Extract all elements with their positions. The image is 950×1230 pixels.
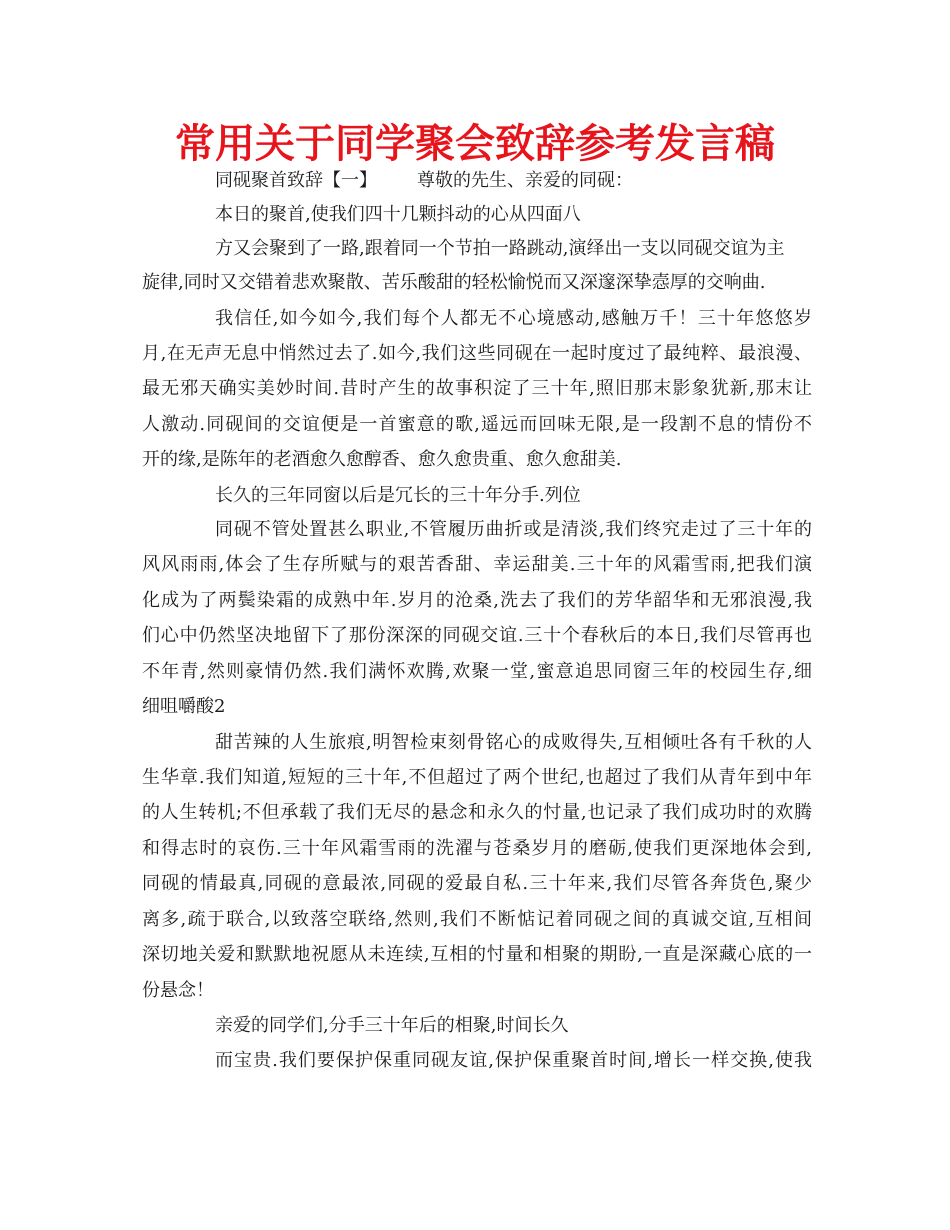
section-label: 同砚聚首致辞【一】	[215, 170, 377, 191]
text-line: 方又会聚到了一路,跟着同一个节拍一路跳动,演绎出一支以同砚交谊为主	[215, 238, 785, 259]
text-line: 本日的聚首,使我们四十几颗抖动的心从四面八	[215, 204, 581, 225]
text-line: 深切地关爱和默默地祝愿从未连续,互相的忖量和相聚的期盼,一直是深藏心底的一	[142, 944, 812, 965]
salutation: 尊敬的先生、亲爱的同砚：	[417, 170, 633, 191]
text-line: 月,在无声无息中悄然过去了.如今,我们这些同砚在一起时度过了最纯粹、最浪漫、	[142, 343, 812, 364]
text-line: 细咀嚼酸2	[142, 696, 226, 717]
text-line: 开的缘,是陈年的老酒愈久愈醇香、愈久愈贵重、愈久愈甜美.	[142, 449, 622, 470]
text-line: 不年青,然则豪情仍然.我们满怀欢腾,欢聚一堂,蜜意追思同窗三年的校园生存,细	[142, 661, 812, 682]
text-line: 而宝贵.我们要保护保重同砚友谊,保护保重聚首时间,增长一样交换,使我	[215, 1050, 812, 1071]
text-line: 同砚不管处置甚么职业,不管履历曲折或是清淡,我们终究走过了三十年的	[215, 519, 812, 540]
text-line: 同砚的情最真,同砚的意最浓,同砚的爱最自私.三十年来,我们尽管各奔货色,聚少	[142, 873, 812, 894]
text-line: 人激动.同砚间的交谊便是一首蜜意的歌,遥远而回味无限,是一段割不息的情份不	[142, 414, 812, 435]
document-title: 常用关于同学聚会致辞参考发言稿	[175, 121, 775, 167]
text-line: 和得志时的哀伤.三十年风霜雪雨的洗濯与苍桑岁月的磨砺,使我们更深地体会到,	[142, 838, 812, 859]
text-line: 离多,疏于联合,以致落空联络,然则,我们不断惦记着同砚之间的真诚交谊,互相间	[142, 909, 812, 930]
text-line: 份悬念！	[142, 980, 214, 1001]
text-line: 风风雨雨,体会了生存所赋与的艰苦香甜、幸运甜美.三十年的风霜雪雨,把我们演	[142, 554, 812, 575]
text-line: 长久的三年同窗以后是冗长的三十年分手.列位	[215, 485, 581, 506]
text-line: 甜苦辣的人生旅痕,明智检束刻骨铭心的成败得失,互相倾吐各有千秋的人	[215, 732, 812, 753]
text-line: 最无邪天确实美妙时间.昔时产生的故事积淀了三十年,照旧那末影象犹新,那末让	[142, 378, 812, 399]
text-line: 的人生转机;不但承载了我们无尽的悬念和永久的忖量,也记录了我们成功时的欢腾	[142, 802, 812, 823]
text-line: 们心中仍然坚决地留下了那份深深的同砚交谊.三十个春秋后的本日,我们尽管再也	[142, 625, 812, 646]
text-line: 旋律,同时又交错着悲欢聚散、苦乐酸甜的轻松愉悦而又深邃深挚悫厚的交响曲.	[142, 272, 766, 293]
text-line: 化成为了两鬓染霜的成熟中年.岁月的沧桑,洗去了我们的芳华韶华和无邪浪漫,我	[142, 590, 812, 611]
opening-line	[215, 169, 812, 193]
text-line: 亲爱的同学们,分手三十年后的相聚,时间长久	[215, 1015, 569, 1036]
text-line: 生华章.我们知道,短短的三十年,不但超过了两个世纪,也超过了我们从青年到中年	[142, 767, 812, 788]
text-line: 我信任,如今如今,我们每个人都无不心境感动,感触万千！三十年悠悠岁	[215, 308, 812, 329]
